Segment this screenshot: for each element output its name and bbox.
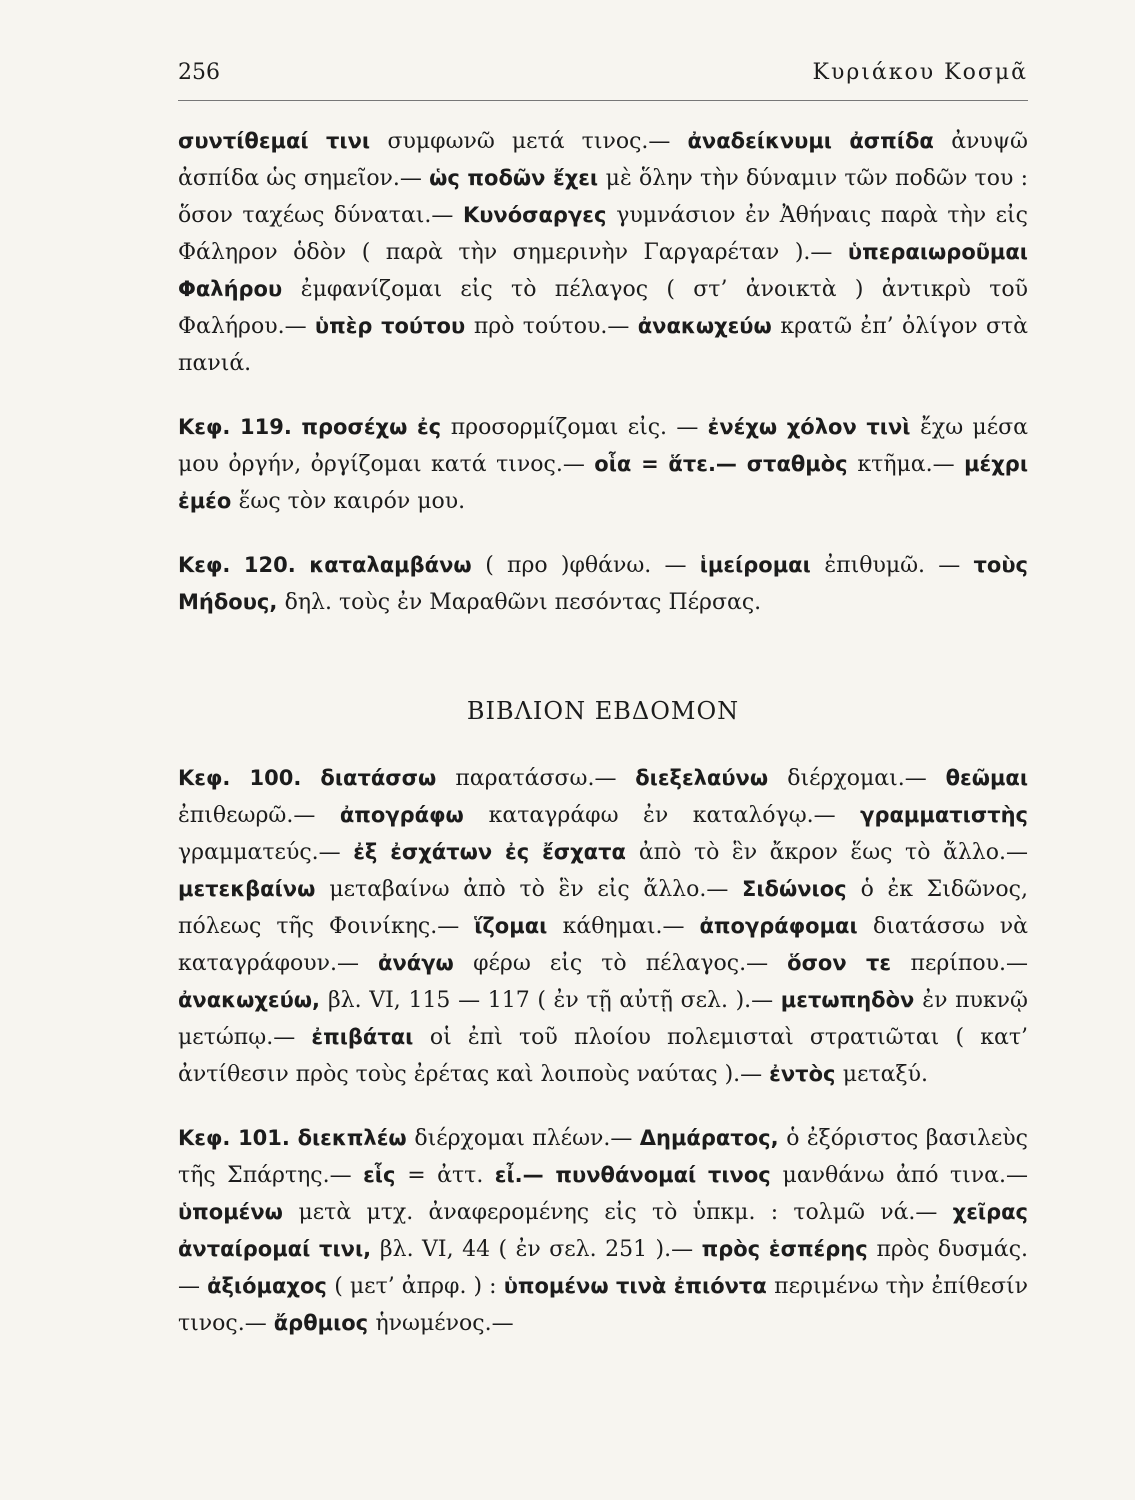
gloss: ἐπιθυμῶ. — [824, 553, 974, 578]
headword: ἀναδείκνυμι ἀσπίδα [687, 129, 952, 153]
gloss: διέρχομαι πλέων.— [414, 1126, 640, 1151]
gloss: = ἀττ. [407, 1163, 495, 1188]
headword: μετωπηδὸν [780, 988, 923, 1012]
gloss: κτῆμα.— [857, 452, 965, 477]
headword: Σιδώνιος [742, 877, 861, 901]
headword: ἐντὸς [769, 1062, 843, 1086]
gloss: μεταβαίνω ἀπὸ τὸ ἓν εἰς ἄλλο.— [329, 877, 743, 902]
gloss: μεταξύ. [842, 1062, 928, 1087]
paragraph [178, 547, 1028, 621]
gloss: διατάσσω νὰ καταγράφουν.— [178, 914, 1028, 976]
gloss: δηλ. τοὺς ἐν Μαραθῶνι πεσόντας Πέρσας. [284, 590, 762, 615]
headword: ἐνέχω χόλον τινὶ [707, 415, 921, 439]
headword: θεῶμαι [945, 766, 1029, 790]
headword: ἀπογράφω [339, 803, 489, 827]
headword: ἐξ ἐσχάτων ἐς ἔσχατα [353, 840, 639, 864]
gloss: βλ. VI, 115 — 117 ( ἐν τῇ αὐτῇ σελ. ).— [327, 988, 781, 1013]
headword: ὑπομένω [178, 1200, 299, 1224]
gloss: φέρω εἰς τὸ πέλαγος.— [473, 951, 788, 976]
gloss: οἱ ἐπὶ τοῦ πλοίου πολεμισταὶ στρατιῶται ( κατ’ ἀντίθεσιν πρὸς τοὺς ἐρέτας καὶ λοιποὺς ναύτας ).— [178, 1025, 1028, 1087]
running-title: Κυριάκου Κοσμᾶ [812, 60, 1028, 85]
gloss: ἡνωμένος.— [375, 1311, 514, 1336]
headword: γραμματιστὴς [860, 803, 1028, 827]
headword: Κεφ. 101. διεκπλέω [178, 1126, 415, 1150]
gloss: ὁ ἐκ Σιδῶνος, πόλεως τῆς Φοινίκης.— [178, 877, 1028, 939]
headword: χεῖρας ἀνταίρομαί τινι, [178, 1200, 1028, 1261]
gloss: περίπου.— [910, 951, 1028, 976]
gloss: συμφωνῶ μετά τινος.— [387, 129, 688, 154]
headword: μέχρι ἐμέο [178, 452, 1029, 513]
page-number: 256 [178, 60, 220, 85]
headword: Κυνόσαργες [462, 203, 617, 227]
gloss: καταγράφω ἐν καταλόγῳ.— [488, 803, 861, 828]
headword: πρὸς ἑσπέρης [701, 1237, 877, 1261]
gloss: ἐπιθεωρῶ.— [178, 803, 340, 828]
gloss: μετὰ μτχ. ἀναφερομένης εἰς τὸ ὑπκμ. : τολμῶ νά.— [298, 1200, 953, 1225]
headword: ὅσον τε [787, 951, 911, 975]
headword: ἱμείρομαι [699, 553, 825, 577]
gloss: ( προ )φθάνω. — [485, 553, 700, 578]
headword: ὡς ποδῶν ἔχει [429, 166, 606, 190]
gloss: παρατάσσω.— [455, 766, 636, 791]
headword: ὑπομένω τινὰ ἐπιόντα [503, 1274, 775, 1298]
gloss: πρὸ τούτου.— [473, 314, 638, 339]
gloss: ἔχω μέσα μου ὀργήν, ὀργίζομαι κατά τινος.— [178, 415, 1029, 477]
headword: ἀπογράφομαι [699, 914, 873, 938]
headword: ἄρθμιος [273, 1311, 376, 1335]
gloss: περιμένω τὴν ἐπίθεσίν τινος.— [178, 1274, 1028, 1336]
gloss: ἀνυψῶ ἀσπίδα ὡς σημεῖον.— [178, 129, 1028, 191]
gloss: ἕως τὸν καιρόν μου. [238, 489, 466, 514]
gloss: μανθάνω ἀπό τινα.— [782, 1163, 1028, 1188]
headword: ἀξιόμαχος [207, 1274, 335, 1298]
page-header [178, 52, 1028, 101]
headword: ὑπεραιωροῦμαι Φαλήρου [178, 240, 1028, 301]
headword: εἶ.— πυνθάνομαί τινος [494, 1163, 783, 1187]
page-body [178, 123, 1028, 1342]
gloss: ὁ ἐξόριστος βασιλεὺς τῆς Σπάρτης.— [178, 1126, 1028, 1188]
gloss: βλ. VI, 44 ( ἐν σελ. 251 ).— [379, 1237, 702, 1262]
gloss: ἐν πυκνῷ μετώπῳ.— [178, 988, 1028, 1050]
paragraph [178, 1120, 1028, 1342]
gloss: ἐμφανίζομαι εἰς τὸ πέλαγος ( στ’ ἀνοικτὰ ) ἀντικρὺ τοῦ Φαλήρου.— [178, 277, 1028, 339]
gloss: κάθημαι.— [562, 914, 700, 939]
headword: ἀνάγω [378, 951, 474, 975]
gloss: προσορμίζομαι εἰς. — [450, 415, 708, 440]
headword: Κεφ. 100. διατάσσω [178, 766, 456, 790]
paragraph [178, 123, 1028, 382]
headword: Κεφ. 119. προσέχω ἐς [178, 415, 451, 439]
gloss: γυμνάσιον ἐν Ἀθήναις παρὰ τὴν εἰς Φάληρον ὁδὸν ( παρὰ τὴν σημερινὴν Γαργαρέταν ).— [178, 203, 1028, 265]
headword: συντίθεμαί τινι [178, 129, 388, 153]
gloss: πρὸς δυσμάς.— [178, 1237, 1029, 1299]
gloss: διέρχομαι.— [787, 766, 946, 791]
book-title: ΒΙΒΛΙΟΝ ΕΒΔΟΜΟΝ [466, 697, 740, 725]
gloss: κρατῶ ἐπ’ ὀλίγον στὰ πανιά. [178, 314, 1028, 376]
headword: ἵζομαι [474, 914, 563, 938]
gloss: μὲ ὅλην τὴν δύναμιν τῶν ποδῶν του : ὅσον ταχέως δύναται.— [178, 166, 1029, 228]
headword: ἐπιβάται [311, 1025, 430, 1049]
headword: οἷα = ἅτε.— σταθμὸς [594, 452, 858, 476]
paragraph [178, 760, 1028, 1093]
paragraph [178, 409, 1028, 520]
gloss: γραμματεύς.— [178, 840, 354, 865]
headword: Κεφ. 120. καταλαμβάνω [178, 553, 486, 577]
headword: ἀνακωχεύω [637, 314, 781, 338]
gloss: ἀπὸ τὸ ἓν ἄκρον ἕως τὸ ἄλλο.— [638, 840, 1028, 865]
headword: εἷς [363, 1163, 408, 1187]
headword: ὑπὲρ τούτου [314, 314, 474, 338]
headword: ἀνακωχεύω, [178, 988, 328, 1012]
headword: διεξελαύνω [635, 766, 788, 790]
headword: Δημάρατος, [639, 1126, 787, 1150]
headword: τοὺς Μήδους, [178, 553, 1028, 614]
headword: μετεκβαίνω [178, 877, 330, 901]
gloss: ( μετ’ ἀπρφ. ) : [334, 1274, 504, 1299]
